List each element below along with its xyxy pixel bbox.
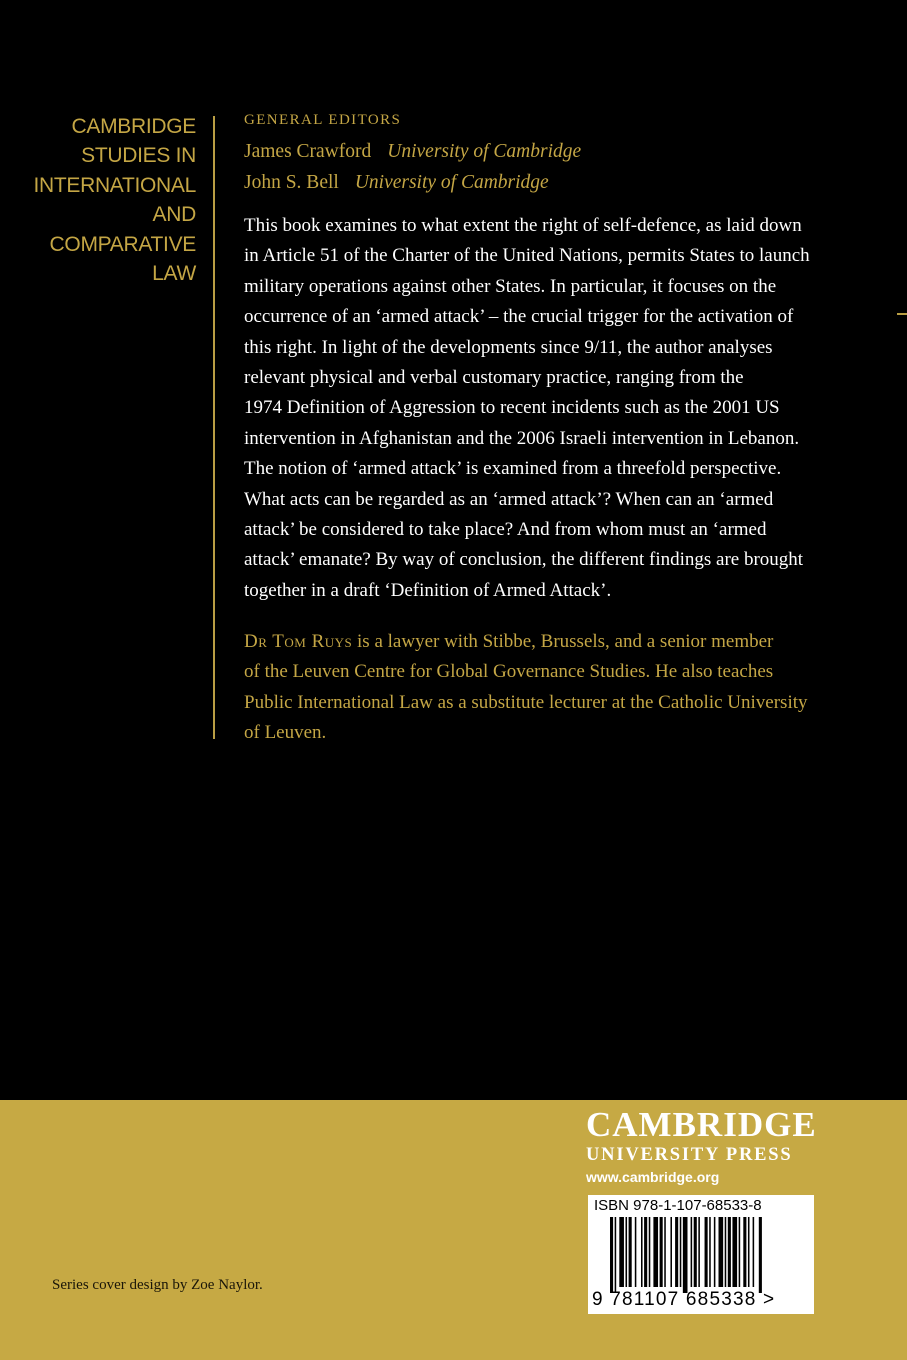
barcode-bar xyxy=(694,1217,697,1287)
barcode-bar xyxy=(748,1217,750,1287)
description-line: relevant physical and verbal customary practice, ranging from the xyxy=(244,367,744,389)
description-line: in Article 51 of the Charter of the United Nations, permits States to launch xyxy=(244,245,810,267)
series-title-line: STUDIES IN xyxy=(81,144,196,168)
cover-design-credit: Series cover design by Zoe Naylor. xyxy=(52,1277,263,1293)
publisher-url: www.cambridge.org xyxy=(586,1169,720,1185)
description-line: This book examines to what extent the right of self-defence, as laid down xyxy=(244,215,802,236)
barcode-bar xyxy=(610,1217,613,1293)
description-line: occurrence of an ‘armed attack’ – the crucial trigger for the activation of xyxy=(244,306,794,328)
barcode-bar xyxy=(743,1217,746,1287)
barcode-bar xyxy=(698,1217,700,1287)
barcode-bar xyxy=(664,1217,666,1287)
barcode-bar xyxy=(619,1217,624,1287)
publisher-name: CAMBRIDGE xyxy=(586,1105,817,1144)
editor-entry xyxy=(244,141,581,163)
barcode-bar xyxy=(714,1217,716,1287)
spine-edge-mark xyxy=(897,313,907,315)
barcode-bar xyxy=(626,1217,628,1287)
description-line: military operations against other States. In particular, it focuses on the xyxy=(244,275,777,297)
barcode-bar xyxy=(709,1217,711,1287)
editor-name: James Crawford xyxy=(244,141,372,162)
series-title-line: COMPARATIVE xyxy=(49,232,196,256)
barcode-bar xyxy=(753,1217,755,1287)
description-line: attack’ be considered to take place? And from whom must an ‘armed xyxy=(244,519,767,541)
barcode-bar xyxy=(644,1217,647,1287)
book-description xyxy=(244,211,844,606)
publisher-logo xyxy=(586,1106,817,1188)
series-title-line: AND xyxy=(152,203,196,227)
barcode-bar xyxy=(629,1217,632,1287)
publisher-subtitle: UNIVERSITY PRESS xyxy=(586,1145,793,1165)
editor-affiliation: University of Cambridge xyxy=(387,141,582,162)
barcode-bar xyxy=(649,1217,651,1287)
barcode-bar xyxy=(728,1217,731,1287)
series-title-line: INTERNATIONAL xyxy=(33,173,196,197)
isbn-barcode xyxy=(588,1195,814,1314)
description-line: attack’ emanate? By way of conclusion, the different findings are brought xyxy=(244,549,804,571)
description-line: What acts can be regarded as an ‘armed attack’? When can an ‘armed xyxy=(244,488,774,510)
barcode-bar xyxy=(635,1217,637,1287)
series-title-line: CAMBRIDGE xyxy=(71,115,196,138)
barcode-bar xyxy=(725,1217,727,1287)
editor-name: John S. Bell xyxy=(244,172,339,193)
description-line: together in a draft ‘Definition of Armed Attack’. xyxy=(244,579,612,601)
isbn-label: ISBN 978-1-107-68533-8 xyxy=(594,1197,762,1214)
barcode-bar xyxy=(660,1217,663,1287)
barcode-bar xyxy=(641,1217,643,1287)
editor-entry xyxy=(244,172,549,194)
bio-line: of Leuven. xyxy=(244,722,327,744)
barcode-bar xyxy=(759,1217,762,1293)
barcode-bar xyxy=(670,1217,672,1287)
vertical-divider xyxy=(213,116,215,739)
barcode-digits: 9 781107 685338 > xyxy=(592,1289,776,1310)
barcode-bar xyxy=(691,1217,693,1287)
bio-first-line: is a lawyer with Stibbe, Brussels, and a senior member xyxy=(352,631,774,652)
bio-line: Public International Law as a substitute lecturer at the Catholic University xyxy=(244,691,808,713)
barcode-bar xyxy=(615,1217,617,1293)
description-line: this right. In light of the developments since 9/11, the author analyses xyxy=(244,336,773,358)
general-editors xyxy=(244,112,582,193)
barcode-bar xyxy=(705,1217,708,1287)
barcode-bar xyxy=(683,1217,688,1293)
barcode-bar xyxy=(719,1217,724,1287)
description-line: 1974 Definition of Aggression to recent incidents such as the 2001 US xyxy=(244,397,780,419)
editors-heading: GENERAL EDITORS xyxy=(244,112,402,128)
barcode-bar xyxy=(680,1217,682,1287)
bio-line xyxy=(244,627,844,657)
barcode-bar xyxy=(739,1217,741,1287)
author-name: Dr Tom Ruys xyxy=(244,631,353,652)
barcode-bar xyxy=(732,1217,737,1287)
description-line: intervention in Afghanistan and the 2006 Israeli intervention in Lebanon. xyxy=(244,427,800,449)
bio-line: of the Leuven Centre for Global Governance Studies. He also teaches xyxy=(244,661,774,683)
barcode-bar xyxy=(653,1217,658,1287)
description-line: The notion of ‘armed attack’ is examined from a threefold perspective. xyxy=(244,458,782,480)
author-bio xyxy=(244,627,844,749)
barcode-bar xyxy=(675,1217,678,1287)
series-title-line: LAW xyxy=(152,262,196,286)
editor-affiliation: University of Cambridge xyxy=(354,172,549,193)
series-title xyxy=(20,112,196,288)
